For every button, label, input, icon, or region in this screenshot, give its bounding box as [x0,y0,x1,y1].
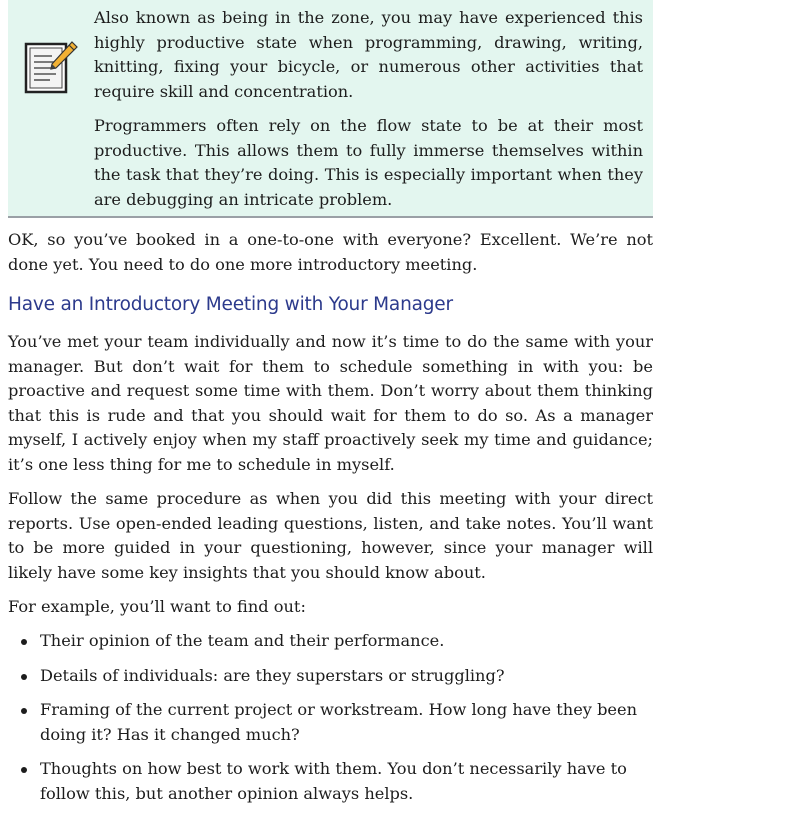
list-item [8,664,653,689]
bullet-icon [21,767,27,773]
bullet-list [8,629,653,816]
list-item-text: Framing of the current project or workstream. How long have they been doing it? Has it changed much? [40,700,638,744]
list-item-text: Thoughts on how best to work with them. You don’t necessarily have to follow this, but another opinion always helps. [40,759,627,803]
list-item-text: Their opinion of the team and their performance. [40,631,445,650]
notepad-pencil-icon [22,38,78,98]
bullet-icon [21,639,27,645]
list-item-text: Details of individuals: are they superstars or struggling? [40,665,505,685]
callout-box [8,0,653,218]
section-paragraph-1: You’ve met your team individually and now it’s time to do the same with your manager. But don’t wait for them to schedule something in with you: be proactive and request some time with them. Don’t worry about them thinking that this is rude and that you should wait for them to do so. As a manager myself, I actively enjoy when my staff proactively seek my time and guidance; it’s one less thing for me to schedule in myself. [8,332,653,474]
section-heading: Have an Introductory Meeting with Your Manager [8,294,453,315]
list-item [8,629,653,654]
intro-paragraph: OK, so you’ve booked in a one-to-one with everyone? Excellent. We’re not done yet. You need to do one more introductory meeting. [8,230,653,274]
callout-paragraph-2: Programmers often rely on the flow state to be at their most productive. This allows them to fully immerse themselves within the task that they’re doing. This is especially important when they are debugging an intricate problem. [94,116,643,209]
bullet-icon [21,674,27,680]
list-item [8,757,653,806]
book-page [8,0,653,803]
bullet-icon [21,708,27,714]
section-paragraph-3: For example, you’ll want to find out: [8,597,306,616]
section-paragraph-2: Follow the same procedure as when you did this meeting with your direct reports. Use open-ended leading questions, listen, and take notes. You’ll want to be more guided in your questioning, however, since your manager will likely have some key insights that you should know about. [8,489,653,582]
callout-paragraph-1: Also known as being in the zone, you may have experienced this highly productive state when programming, drawing, writing, knitting, fixing your bicycle, or numerous other activities that require skill and concentration. [94,8,643,101]
list-item [8,698,653,747]
